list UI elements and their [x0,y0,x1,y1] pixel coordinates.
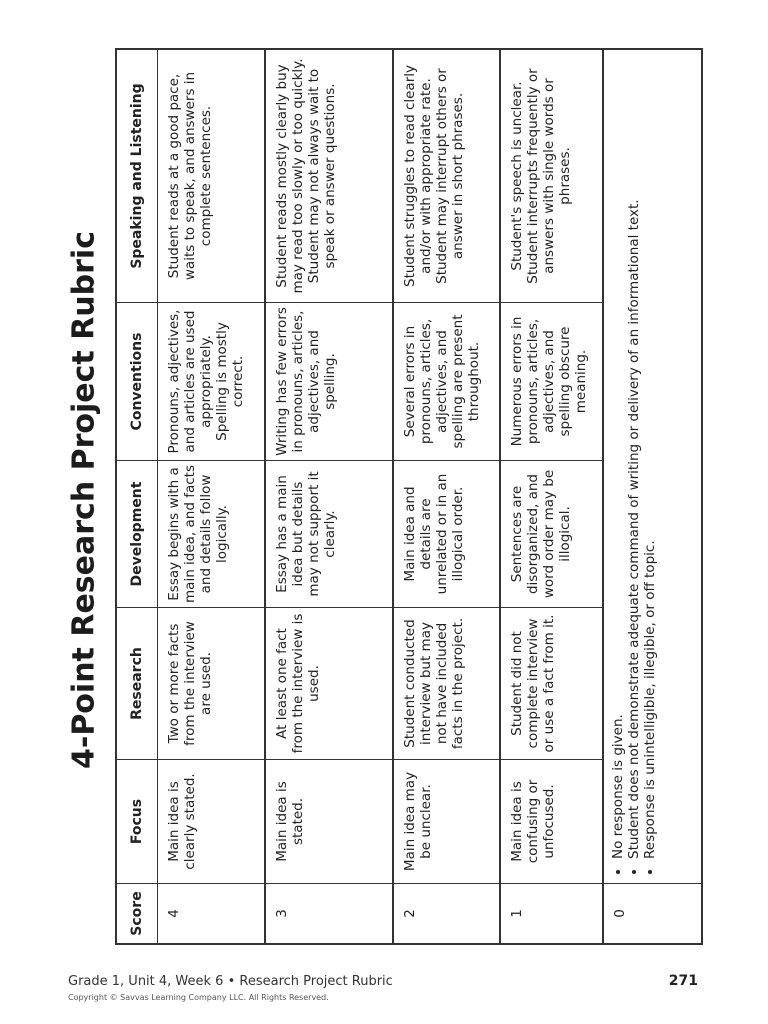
conventions-cell: Numerous errors in pronouns, articles, adjectives, and spelling obscure meaning. [501,302,602,460]
zero-score-description [604,50,701,883]
focus-cell: Main idea may be unclear. [394,759,499,883]
research-cell: At least one fact from the interview is used. [266,607,392,759]
header-speaking-listening: Speaking and Listening [129,83,145,269]
speaking-cell: Student reads mostly clearly buy may read too slowly or too quickly. Student may not always wait to speak or answer questions. [274,58,338,294]
table-row-score-4 [158,48,266,945]
development-cell: Essay begins with a main idea, and facts and details follow logically. [158,460,264,607]
header-focus: Focus [117,759,157,883]
speaking-cell: Student reads at a good pace, waits to speak, and answers in complete sentences. [166,71,214,281]
score-cell: 1 [501,883,602,943]
conventions-cell: Several errors in pronouns, articles, adjectives, and spelling are present throughout. [394,302,499,460]
bullet-item: • No response is given. [610,199,626,859]
table-header-row [115,48,158,945]
focus-cell: Main idea is clearly stated. [158,759,264,883]
conventions-cell: Writing has few errors in pronouns, articles, adjectives, and spelling. [266,302,392,460]
rubric-table [115,48,703,945]
table-row-score-2 [394,48,501,945]
header-score: Score [117,883,157,943]
header-conventions: Conventions [117,302,157,460]
conventions-cell: Pronouns, adjectives, and articles are used appropriately. Spelling is mostly correct. [158,302,264,460]
speaking-cell: Student struggles to read clearly and/or with appropriate rate. Student may interrupt others or answer in short phrases. [402,65,466,287]
score-cell: 3 [266,883,392,943]
page-title: 4-Point Research Project Rubric [66,230,102,770]
bullet-item: • Student does not demonstrate adequate command of writing or delivery of an informational text. [626,199,642,859]
speaking-cell: Student's speech is unclear. Student interrupts frequently or answers with single words or phrases. [509,68,573,284]
bullet-item: • Response is unintelligible, illegible, or off topic. [642,199,658,859]
table-row-score-1 [501,48,604,945]
footer-caption: Grade 1, Unit 4, Week 6 • Research Project Rubric [68,974,393,989]
zero-score-bullets [610,199,695,873]
page-number: 271 [668,973,698,989]
development-cell: Essay has a main idea but details may not support it clearly. [266,460,392,607]
focus-cell: Main idea is confusing or unfocused. [501,759,602,883]
development-cell: Sentences are disorganized, and word order may be illogical. [501,460,602,607]
focus-cell: Main idea is stated. [266,759,392,883]
research-cell: Student conducted interview but may not have included facts in the project. [394,607,499,759]
table-row-score-0 [604,48,703,945]
copyright-notice: Copyright © Savvas Learning Company LLC. All Rights Reserved. [68,993,329,1002]
score-cell: 0 [604,883,701,943]
research-cell: Two or more facts from the interview are used. [158,607,264,759]
table-row-score-3 [266,48,394,945]
score-cell: 4 [158,883,264,943]
rubric-table-frame [115,48,703,945]
research-cell: Student did not complete interview or use a fact from it. [501,607,602,759]
header-development: Development [117,460,157,607]
development-cell: Main idea and details are unrelated or in an illogical order. [394,460,499,607]
header-research: Research [117,607,157,759]
score-cell: 2 [394,883,499,943]
